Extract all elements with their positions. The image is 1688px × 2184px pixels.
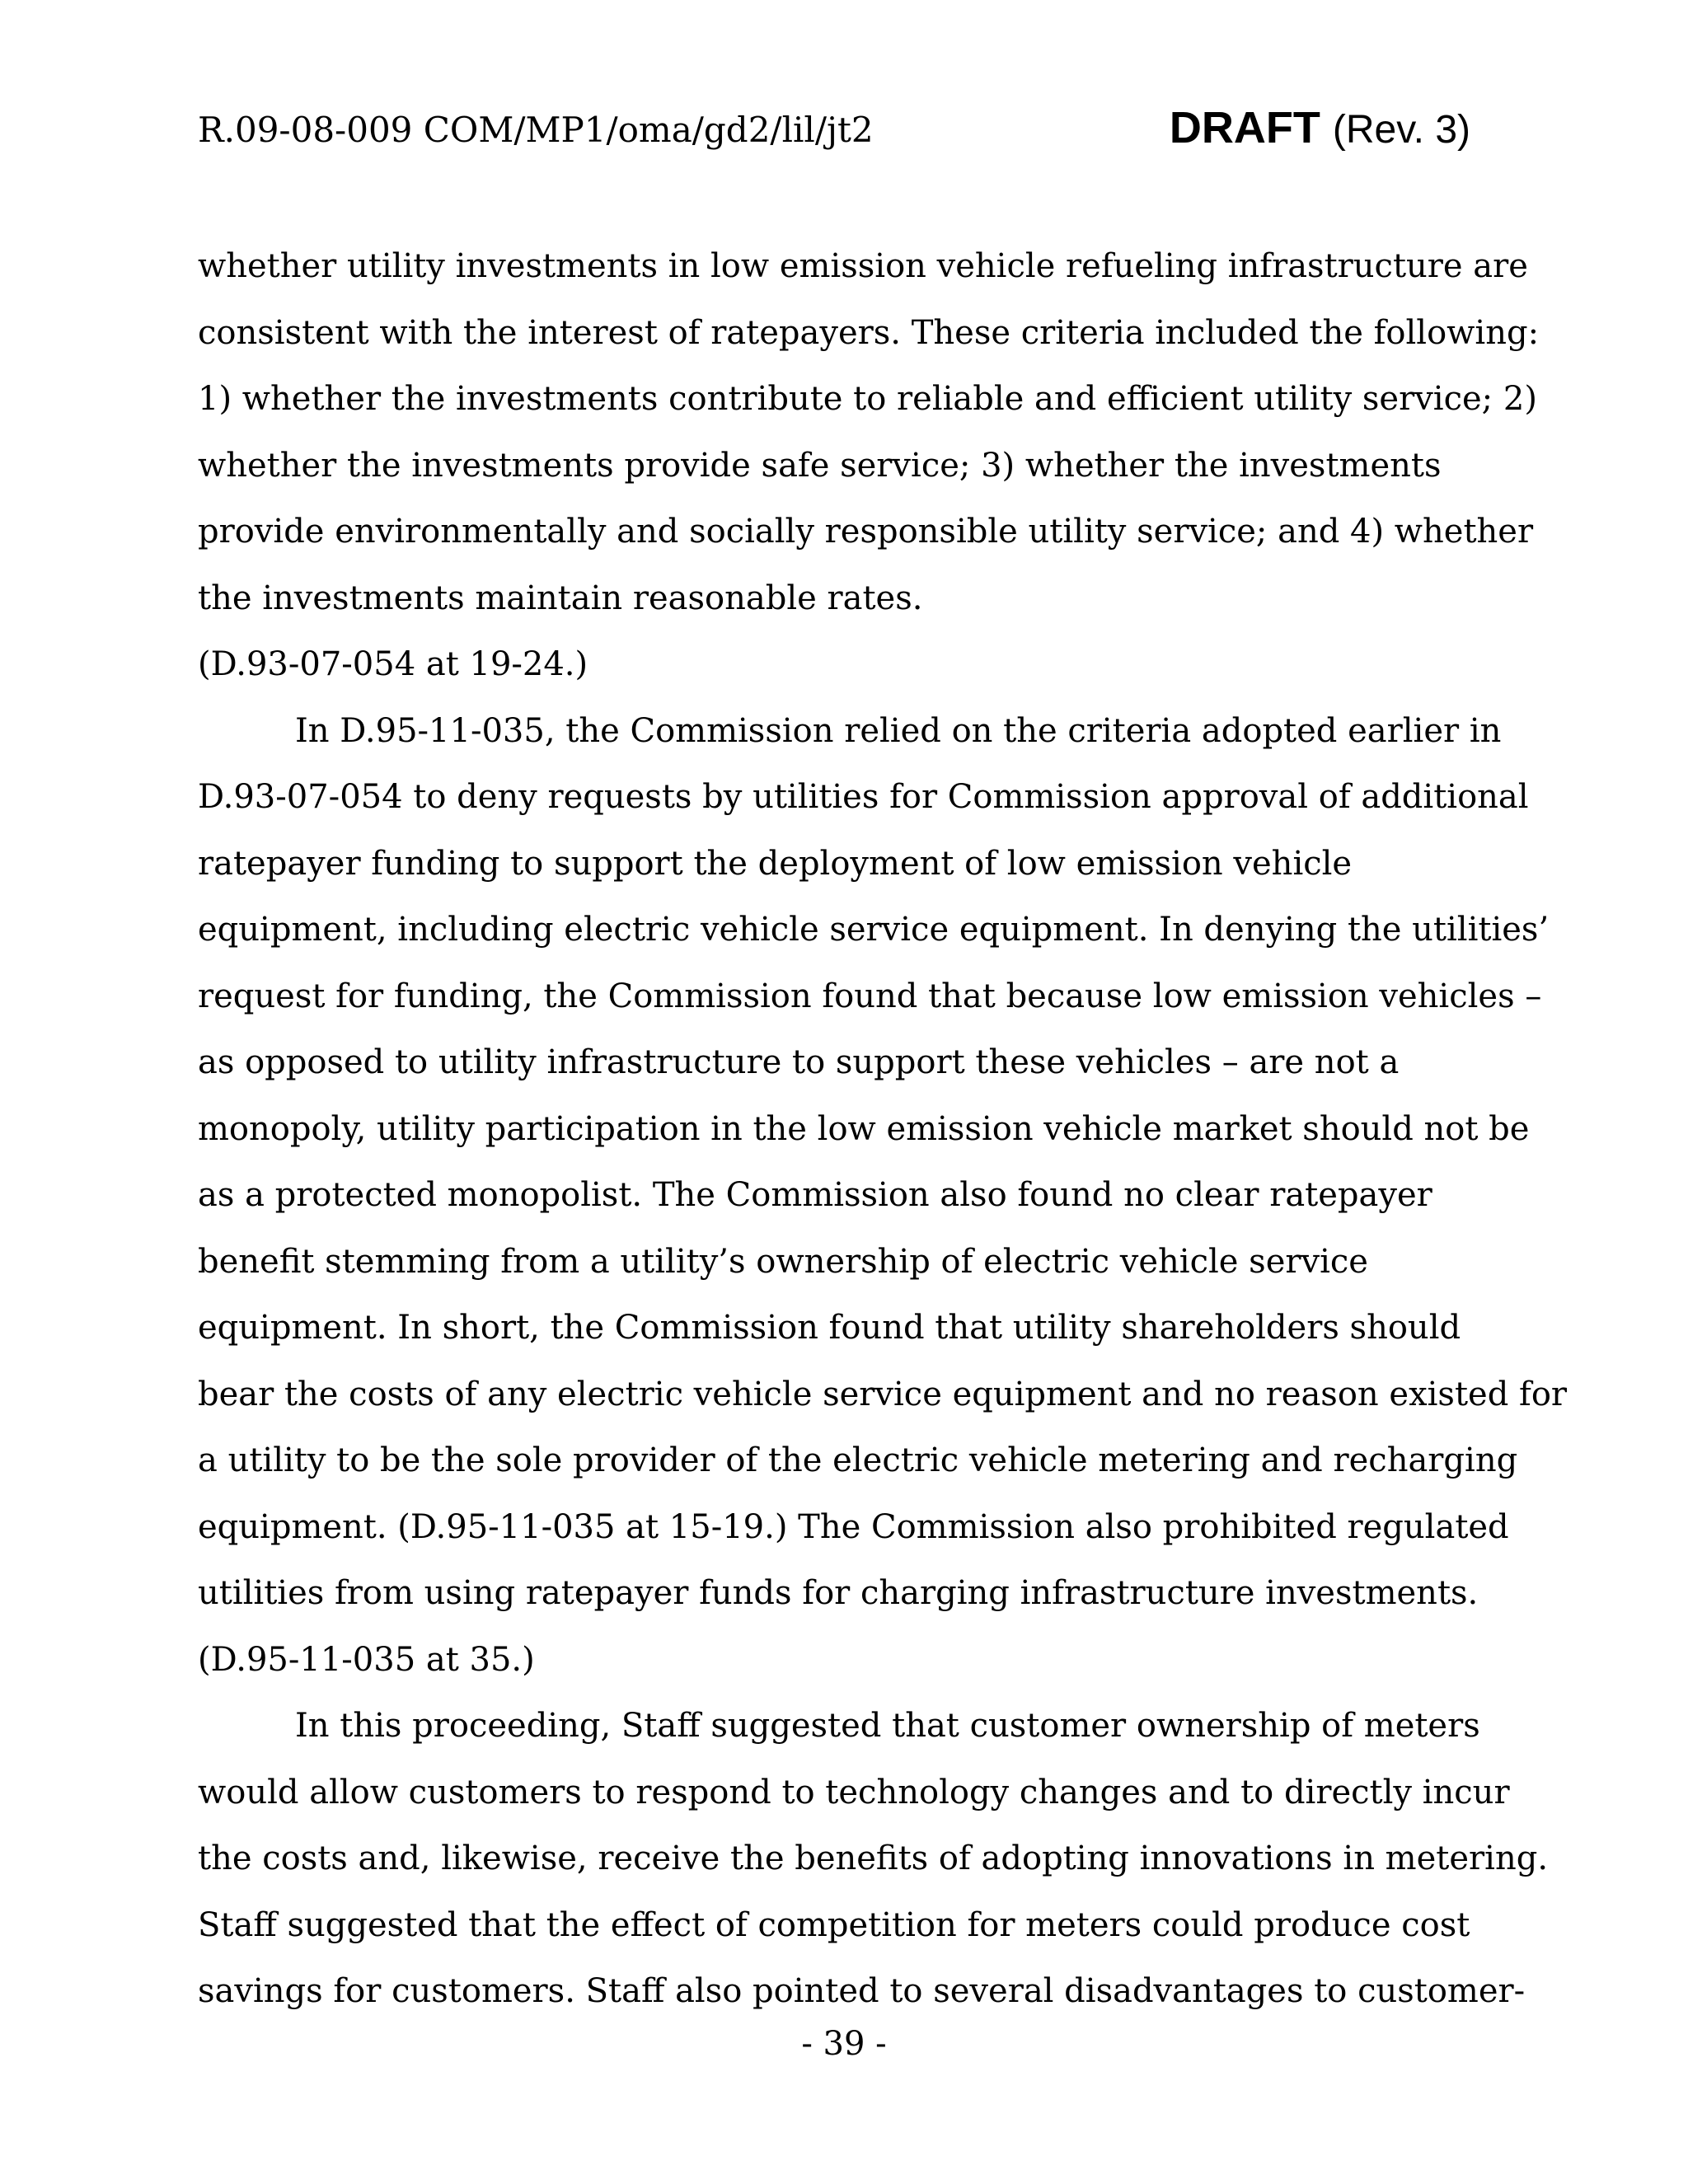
text-line: a utility to be the sole provider of the electric vehicle metering and recharging: [198, 1441, 1518, 1479]
text-line: whether utility investments in low emission vehicle refueling infrastructure are: [198, 247, 1528, 285]
draft-label: DRAFT: [1169, 103, 1320, 152]
text-line: utilities from using ratepayer funds for charging infrastructure investments.: [198, 1574, 1479, 1612]
citation-line: (D.95-11-035 at 35.): [198, 1640, 535, 1679]
text-line: 1) whether the investments contribute to reliable and efficient utility service; 2): [198, 380, 1537, 418]
text-line: provide environmentally and socially responsible utility service; and 4) whether: [198, 513, 1534, 551]
text-line: the investments maintain reasonable rates.: [198, 579, 923, 617]
text-line: equipment. In short, the Commission found that utility shareholders should: [198, 1309, 1461, 1347]
body-text: [198, 233, 1568, 2025]
draft-header: [1170, 99, 1470, 159]
text-line: bear the costs of any electric vehicle service equipment and no reason existed for: [198, 1375, 1568, 1413]
page-number: - 39 -: [801, 2025, 887, 2063]
text-line: equipment, including electric vehicle service equipment. In denying the utilities’: [198, 911, 1550, 949]
text-line: Staff suggested that the effect of competition for meters could produce cost: [198, 1905, 1470, 1944]
citation-line: (D.93-07-054 at 19-24.): [198, 645, 588, 683]
text-line: the costs and, likewise, receive the benefits of adopting innovations in metering.: [198, 1840, 1549, 1877]
text-line: whether the investments provide safe service; 3) whether the investments: [198, 446, 1442, 485]
text-line: consistent with the interest of ratepayers. These criteria included the following:: [198, 313, 1540, 352]
text-line: ratepayer funding to support the deployment of low emission vehicle: [198, 844, 1353, 883]
text-line: request for funding, the Commission found that because low emission vehicles –: [198, 977, 1542, 1015]
text-line: would allow customers to respond to technology changes and to directly incur: [198, 1773, 1510, 1811]
text-line: equipment. (D.95-11-035 at 15-19.) The Commission also prohibited regulated: [198, 1507, 1509, 1546]
text-line: D.93-07-054 to deny requests by utilities for Commission approval of additional: [198, 778, 1529, 816]
text-line: savings for customers. Staff also pointed to several disadvantages to customer-: [198, 1972, 1526, 2010]
paragraph-start-line: In this proceeding, Staff suggested that customer ownership of meters: [295, 1707, 1480, 1745]
text-line: as a protected monopolist. The Commission also found no clear ratepayer: [198, 1176, 1432, 1214]
text-line: benefit stemming from a utility’s ownership of electric vehicle service: [198, 1242, 1368, 1281]
text-line: as opposed to utility infrastructure to support these vehicles – are not a: [198, 1043, 1400, 1081]
revision-label: (Rev. 3): [1332, 108, 1470, 152]
docket-header: R.09-08-009 COM/MP1/oma/gd2/lil/jt2: [198, 110, 874, 150]
text-line: monopoly, utility participation in the low emission vehicle market should not be: [198, 1109, 1530, 1148]
paragraph-start-line: In D.95-11-035, the Commission relied on the criteria adopted earlier in: [295, 711, 1502, 750]
